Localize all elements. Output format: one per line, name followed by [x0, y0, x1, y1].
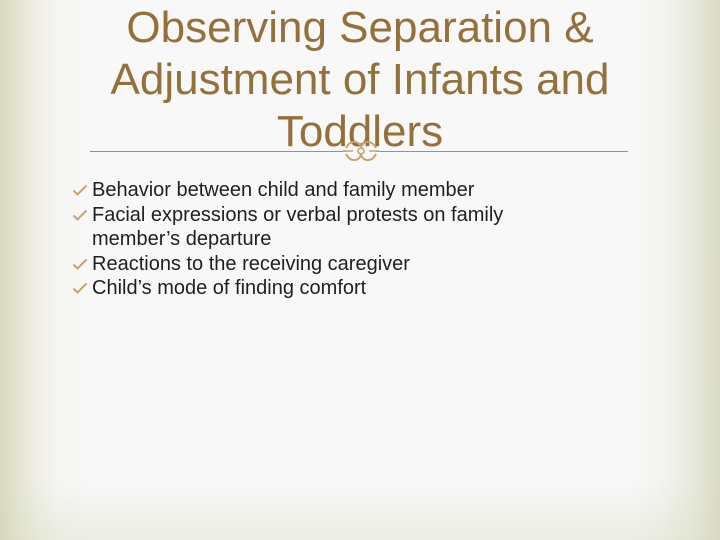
bullet-item — [72, 203, 672, 252]
bullet-text-line-1: Facial expressions or verbal protests on family — [92, 203, 504, 226]
bullet-item — [72, 276, 672, 301]
bullet-text: Reactions to the receiving caregiver — [92, 252, 410, 275]
bullet-list — [72, 178, 672, 301]
bullet-item — [72, 178, 672, 203]
bullet-text: Behavior between child and family member — [92, 179, 475, 201]
checkmark-arrow-icon — [72, 208, 88, 222]
slide-title — [60, 2, 660, 158]
scroll-ornament-icon — [340, 138, 382, 164]
slide-title-line-1: Observing Separation & — [126, 3, 594, 52]
bullet-text: Child’s mode of finding comfort — [92, 277, 367, 299]
bullet-text-line-2: member’s departure — [92, 228, 272, 250]
bullet-item — [72, 252, 672, 277]
checkmark-arrow-icon — [72, 257, 88, 271]
checkmark-arrow-icon — [72, 281, 88, 295]
slide-title-line-2: Adjustment of Infants and — [110, 55, 610, 104]
checkmark-arrow-icon — [72, 183, 88, 197]
slide-title-line-3: Toddlers — [276, 107, 444, 156]
